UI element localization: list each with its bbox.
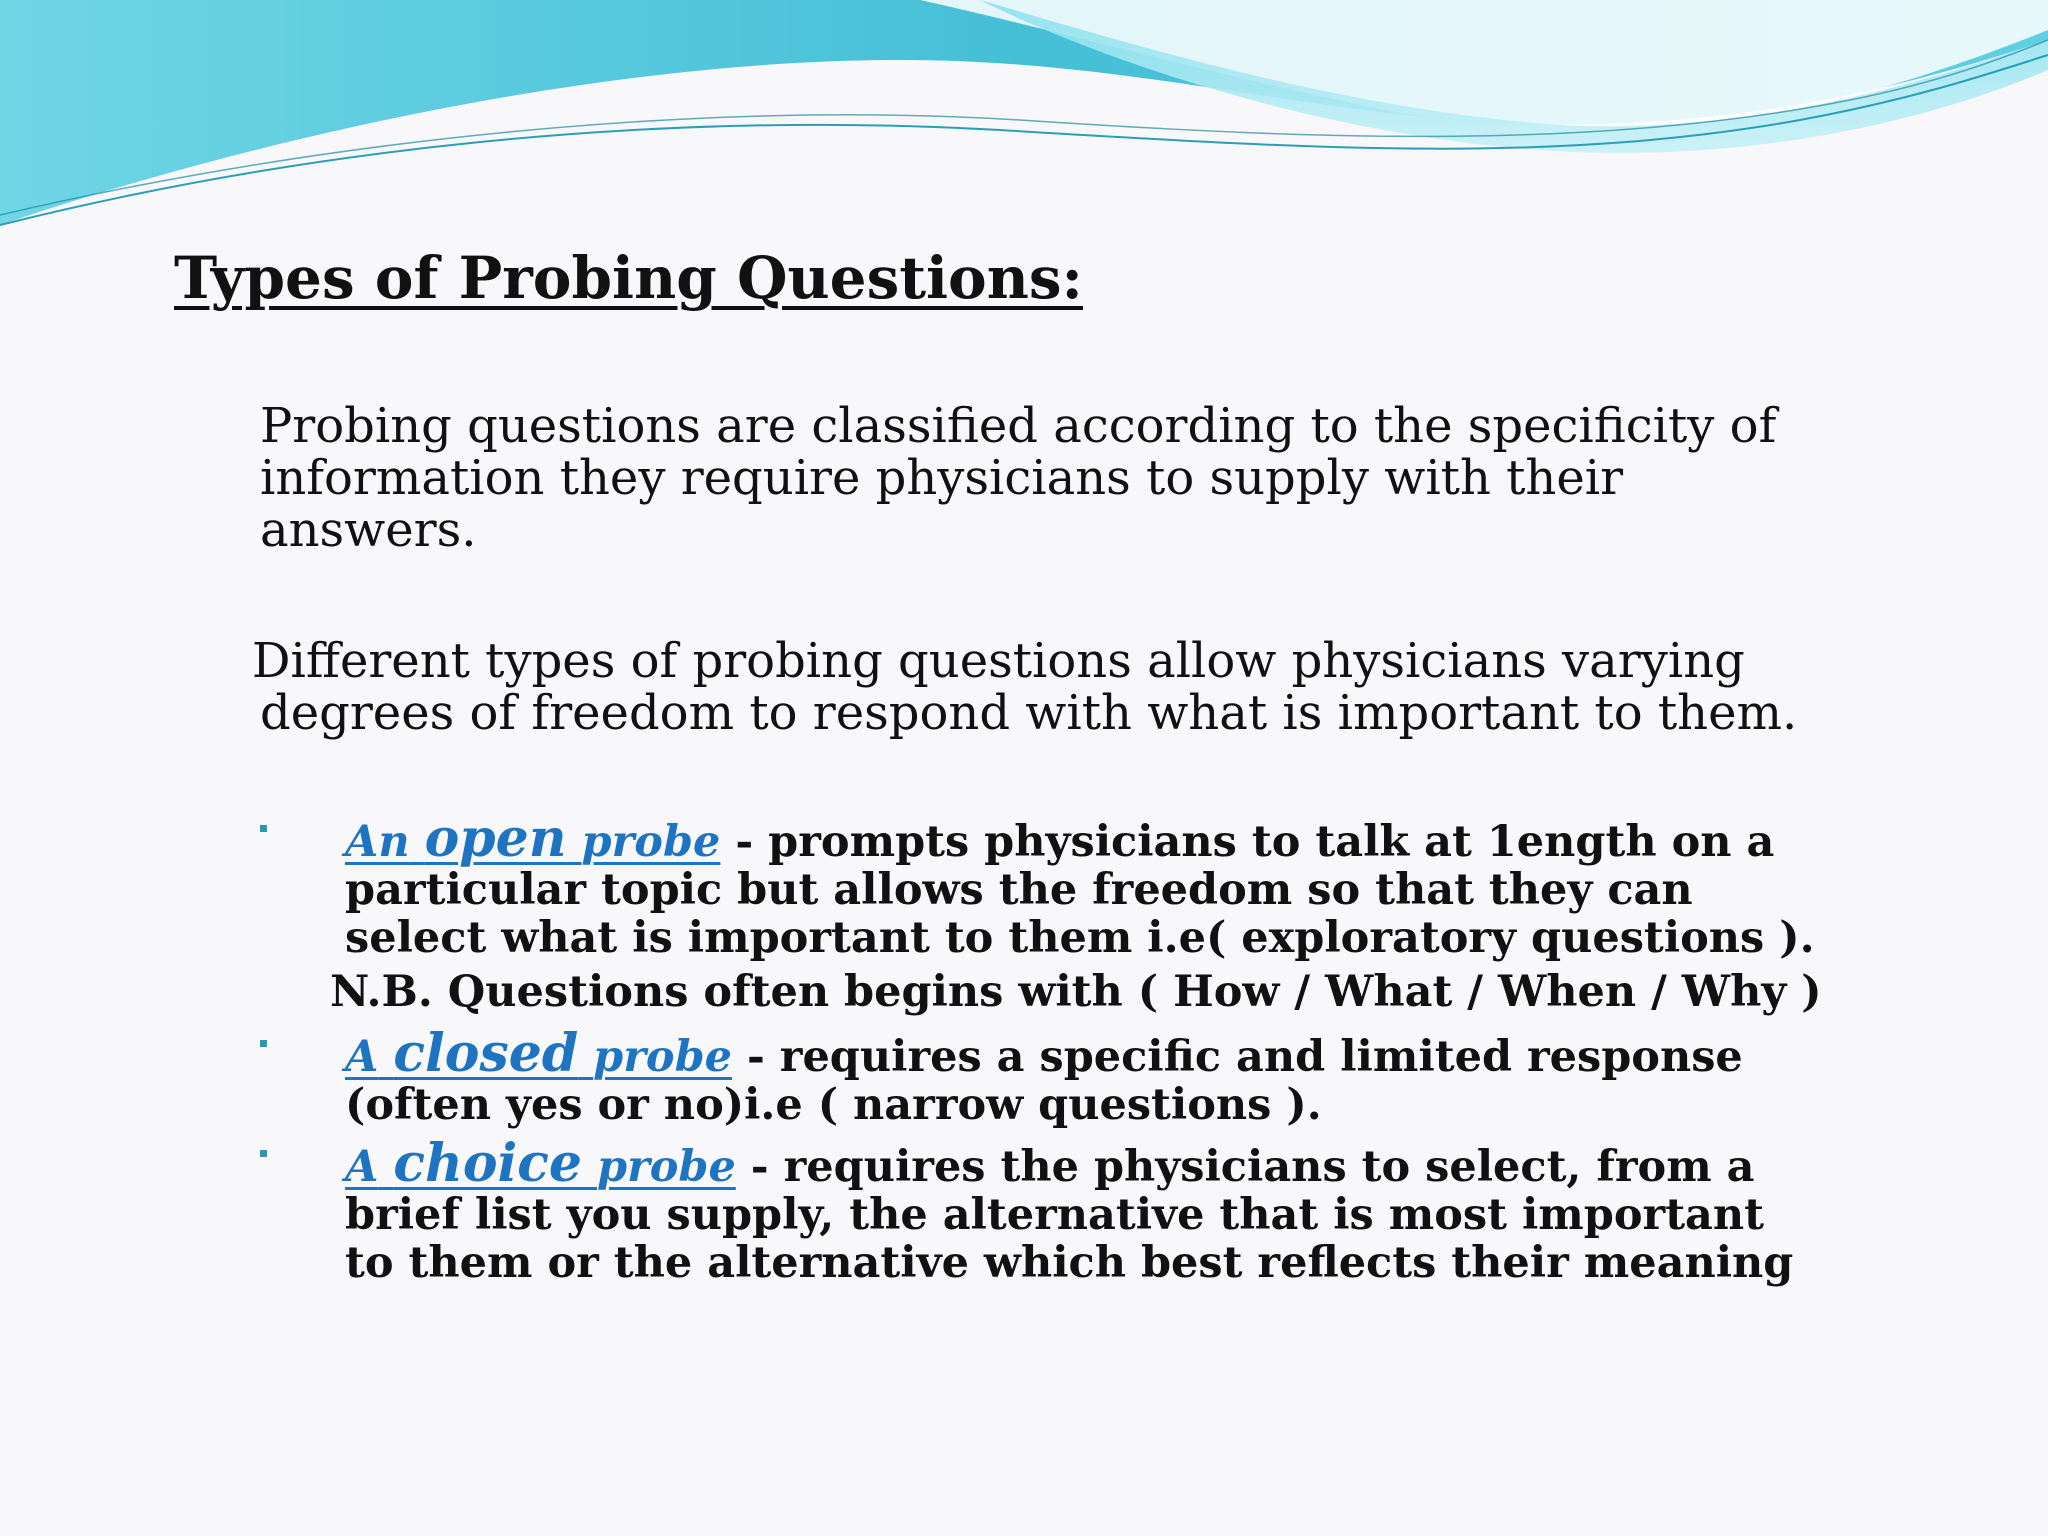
choice-probe-term: A choice probe [345, 1133, 736, 1194]
intro-paragraph: Probing questions are classified according to the specificity of information they require physicians to supply with their answers. [260, 398, 1777, 558]
bullet-marker [260, 1040, 267, 1047]
open-probe-term: An open probe [345, 808, 721, 869]
closed-probe-description: - requires a specific and limited response (often yes or no)i.e ( narrow questions ). [345, 1032, 1743, 1130]
choice-probe-description: - requires the physicians to select, from a brief list you supply, the alternative that is most important to them or the alternative which best reflects their meaning [345, 1142, 1794, 1288]
bullet-marker [260, 1150, 267, 1157]
second-paragraph [252, 635, 1812, 739]
header-wave-decoration [0, 0, 2048, 260]
second-paragraph-line-1: Different types of probing questions allow physicians varying [252, 633, 1745, 689]
bullet-text [345, 1023, 1815, 1130]
second-paragraph-line-2: degrees of freedom to respond with what is important to them. [260, 685, 1798, 741]
bullet-text [345, 808, 1815, 963]
closed-probe-term: A closed probe [345, 1023, 732, 1084]
open-probe-description: - prompts physicians to talk at 1ength on a particular topic but allows the freedom so that they can select what is important to them i.e( exploratory questions ). [345, 817, 1815, 963]
note-line: N.B. Questions often begins with ( How / What / When / Why ) [330, 967, 1822, 1017]
bullet-marker [260, 825, 267, 832]
bullet-text [345, 1133, 1815, 1288]
slide-title: Types of Probing Questions: [174, 244, 1083, 312]
